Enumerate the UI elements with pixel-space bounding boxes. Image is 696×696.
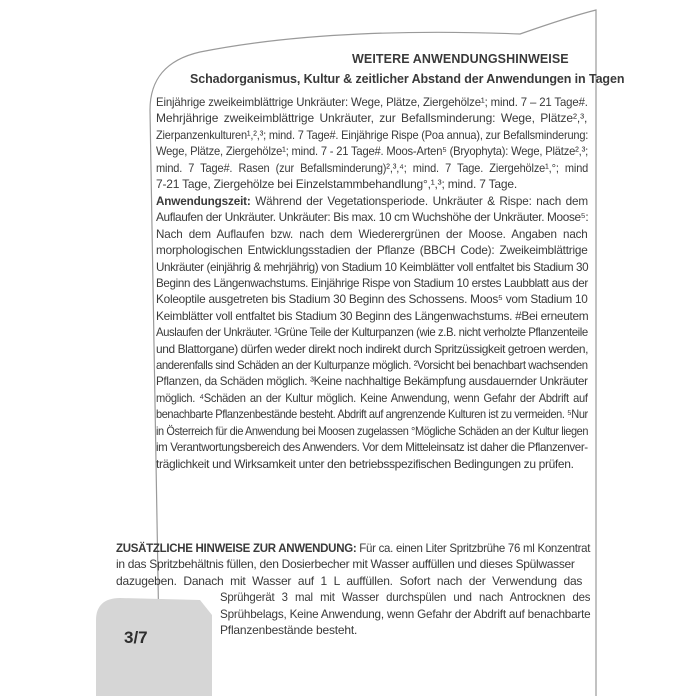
text-fragment: Für ca. einen Liter Spritzbrühe 76 ml Konzentrat <box>356 541 591 555</box>
text-line: träglichkeit und Wirksamkeit unter den betriebsspezifischen Bedingungen zu prüfen. <box>156 456 574 471</box>
paragraph-additional-notes <box>116 540 590 638</box>
text-line: Keimblätter voll entfaltet bis Stadium 30 Beginn des Längenwachstums. #Bei erneutem <box>156 308 589 323</box>
paragraph-application-time <box>156 193 588 472</box>
text-line: Sprühgerät 3 mal mit Wasser durchspülen und nach Antrocknen des <box>220 590 591 605</box>
text-line: in das Spritzbehältnis füllen, den Dosierbecher mit Wasser auffüllen und dieses Spülwasser <box>116 557 575 572</box>
text-line: im Verantwortungsbereich des Anwenders. Vor dem Mitteleinsatz ist daher die Pflanzenver- <box>156 440 588 455</box>
section-title: WEITERE ANWENDUNGSHINWEISE <box>352 52 569 66</box>
text-line <box>156 193 588 209</box>
text-line: möglich. ⁴Schäden an der Kultur möglich. Keine Anwendung, wenn Gefahr der Abdrift auf <box>156 390 588 405</box>
text-line: morphologischen Entwicklungsstadien der Pflanze (BBCH Code): Zweikeimblättrige <box>156 243 588 258</box>
application-time-label: Anwendungszeit: <box>156 194 251 208</box>
text-line: Mehrjährige zweikeimblättrige Unkräuter, zur Befallsminderung: Wege, Plätze²,³, <box>156 111 588 126</box>
text-line: Beginn des Längenwachstums. Einjährige Rispe von Stadium 10 erstes Laubblatt aus der <box>156 276 588 291</box>
text-line: Auslaufen der Unkräuter. ¹Grüne Teile der Kulturpanzen (wie z.B. nicht verholzte Pflanzenteile <box>156 325 588 340</box>
text-line: dazugeben. Danach mit Wasser auf 1 L auffüllen. Sofort nach der Verwendung das <box>116 573 583 588</box>
text-line: benachbarte Pflanzenbestände besteht. Abdrift auf angrenzende Kulturen ist zu vermeiden. ⁵Nur <box>156 407 588 422</box>
text-line: anderenfalls sind Schäden an der Kulturpanze möglich. ²Vorsicht bei benachbart wachsenden <box>156 358 588 373</box>
text-line: Auflaufen der Unkräuter. Unkräuter: Bis max. 10 cm Wuchshöhe der Unkräuter. Moose⁵: <box>156 210 589 225</box>
text-line: Wege, Plätze, Ziergehölze¹; mind. 7 - 21 Tage#. Moos-Arten⁵ (Bryophyta): Wege, Plätze²,³; <box>156 144 589 159</box>
text-line: Sprühbelags, Keine Anwendung, wenn Gefahr der Abdrift auf benachbarte <box>220 606 591 621</box>
text-line: mind. 7 Tage#. Rasen (zur Befallsminderung)²,³,⁴; mind. 7 Tage. Ziergehölze¹,°; mind <box>156 160 589 175</box>
text-line: Einjährige zweikeimblättrige Unkräuter: Wege, Plätze, Ziergehölze¹; mind. 7 – 21 Tage#. <box>156 95 588 109</box>
text-line: und Blattorgane) dürfen weder direkt noch indirekt durch Spritzüssigkeit getroen werden, <box>156 341 589 356</box>
text-line: Nach dem Auflaufen bzw. nach dem Wiederergrünen der Moose. Angaben nach <box>156 226 588 241</box>
page-number: 3/7 <box>124 628 148 647</box>
paragraph-pests <box>156 94 588 192</box>
text-line: in Österreich für die Anwendung bei Moosen zugelassen °Mögliche Schäden an der Kultur liegen <box>156 423 589 438</box>
text-line: Pflanzenbestände besteht. <box>220 623 358 638</box>
text-line: Koleoptile ausgetreten bis Stadium 30 Beginn des Schossens. Moos⁵ vom Stadium 10 <box>156 292 588 307</box>
text-line: Zierpanzenkulturen¹,²,³; mind. 7 Tage#. Einjährige Rispe (Poa annua), zur Befallsminderung: <box>156 127 589 142</box>
text-line: Pflanzen, da Schäden möglich. ³Keine nachhaltige Bekämpfung ausdauernder Unkräuter <box>156 374 588 389</box>
text-line: 7-21 Tage, Ziergehölze bei Einzelstammbehandlung°,¹,³; mind. 7 Tage. <box>156 177 517 192</box>
additional-notes-label: ZUSÄTZLICHE HINWEISE ZUR ANWENDUNG: <box>116 541 357 555</box>
text-line <box>116 540 591 556</box>
section-subtitle: Schadorganismus, Kultur & zeitlicher Abstand der Anwendungen in Tagen <box>190 72 625 86</box>
text-fragment: Während der Vegetationsperiode. Unkräuter & Rispe: nach dem <box>250 194 588 208</box>
text-line: Unkräuter (einjährig & mehrjährig) von Stadium 10 Keimblätter voll entfaltet bis Stadium 30 <box>156 259 589 274</box>
